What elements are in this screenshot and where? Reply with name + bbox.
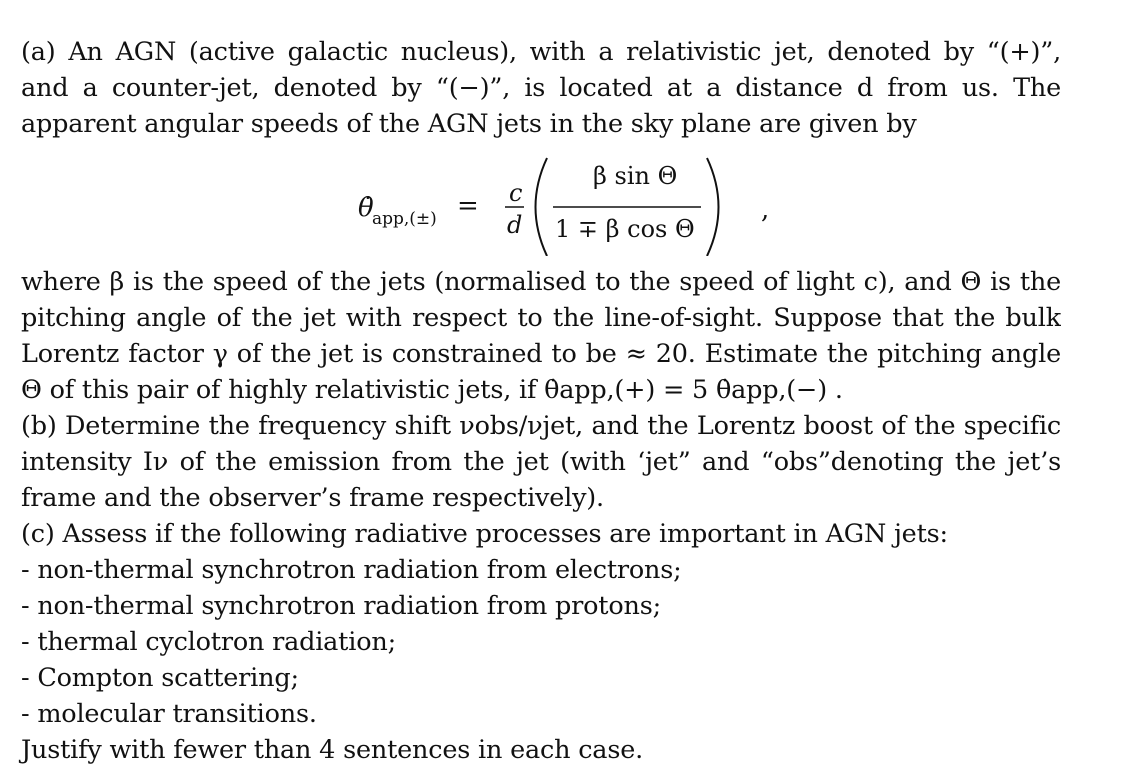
eq-trailing-comma: ,	[761, 195, 770, 225]
part-a-line-3: apparent angular speeds of the AGN jets in the sky plane are given by	[21, 109, 917, 139]
angular-speed-equation	[21, 146, 1061, 256]
part-b-line-2: intensity Iν of the emission from the jet (with ‘jet” and “obs”denoting the jet’s	[21, 447, 1061, 477]
part-c-intro: (c) Assess if the following radiative processes are important in AGN jets:	[21, 519, 948, 549]
part-a-after-line-2: pitching angle of the jet with respect to the line-of-sight. Suppose that the bulk	[21, 303, 1061, 333]
part-b-line-3: frame and the observer’s frame respectively).	[21, 483, 604, 513]
eq-fraction-den: 1 ∓ β cos Θ	[555, 215, 695, 243]
part-c-item: - Compton scattering;	[21, 663, 299, 693]
part-c-item: - non-thermal synchrotron radiation from electrons;	[21, 555, 682, 585]
part-b-line-1: (b) Determine the frequency shift νobs/νjet, and the Lorentz boost of the specific	[21, 411, 1061, 441]
eq-lhs-subscript: app,(±)	[372, 209, 437, 229]
eq-right-paren	[707, 158, 719, 256]
part-c-item: - thermal cyclotron radiation;	[21, 627, 396, 657]
part-a-after-line-1: where β is the speed of the jets (normalised to the speed of light c), and Θ is the	[21, 267, 1061, 297]
eq-left-paren	[536, 158, 548, 256]
part-a-after-line-3: Lorentz factor γ of the jet is constrained to be ≈ 20. Estimate the pitching angle	[21, 339, 1061, 369]
part-a-line-1: (a) An AGN (active galactic nucleus), with a relativistic jet, denoted by “(+)”,	[21, 37, 1061, 67]
problem-text	[21, 34, 1061, 768]
eq-lhs-symbol: θ̇	[358, 193, 374, 223]
eq-equals: =	[457, 191, 479, 221]
part-a-line-2: and a counter-jet, denoted by “(−)”, is located at a distance d from us. The	[21, 73, 1061, 103]
part-c-item: - molecular transitions.	[21, 699, 317, 729]
eq-prefactor-num: c	[509, 179, 523, 207]
part-c-closing: Justify with fewer than 4 sentences in each case.	[21, 735, 643, 765]
eq-fraction-num: β sin Θ	[593, 162, 678, 190]
eq-prefactor-den: d	[507, 211, 523, 239]
part-c-item: - non-thermal synchrotron radiation from protons;	[21, 591, 662, 621]
part-a-after-line-4: Θ of this pair of highly relativistic jets, if θ̇app,(+) = 5 θ̇app,(−) .	[21, 375, 843, 405]
equation-graphic	[21, 146, 1061, 256]
